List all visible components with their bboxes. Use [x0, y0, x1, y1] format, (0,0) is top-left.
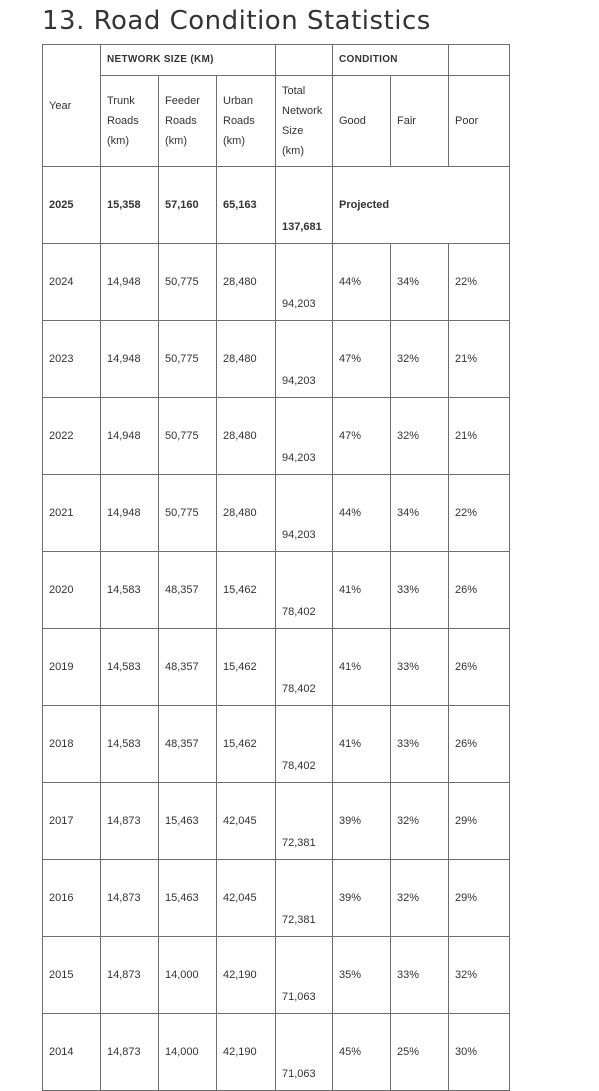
year-header: Year	[43, 45, 101, 167]
year-cell: 2020	[43, 552, 101, 629]
feeder-cell: 48,357	[159, 629, 217, 706]
total-cell: 94,203	[276, 244, 333, 321]
urban-cell: 15,462	[217, 552, 276, 629]
good-header: Good	[333, 76, 391, 167]
year-cell: 2016	[43, 860, 101, 937]
poor-cell: 22%	[449, 244, 510, 321]
total-cell: 71,063	[276, 937, 333, 1014]
total-cell: 94,203	[276, 475, 333, 552]
feeder-cell: 50,775	[159, 475, 217, 552]
total-cell: 72,381	[276, 783, 333, 860]
urban-cell: 28,480	[217, 321, 276, 398]
urban-cell: 42,190	[217, 1014, 276, 1091]
feeder-cell: 15,463	[159, 783, 217, 860]
trunk-cell: 14,873	[101, 1014, 159, 1091]
table-row	[43, 629, 510, 706]
year-cell: 2015	[43, 937, 101, 1014]
trunk-cell: 14,873	[101, 937, 159, 1014]
table-row	[43, 1014, 510, 1091]
good-cell: 41%	[333, 552, 391, 629]
trunk-cell: 14,583	[101, 706, 159, 783]
road-condition-table	[42, 44, 510, 1091]
good-cell: 44%	[333, 244, 391, 321]
urban-cell: 42,045	[217, 860, 276, 937]
feeder-cell: 14,000	[159, 1014, 217, 1091]
good-cell: 47%	[333, 321, 391, 398]
total-cell: 71,063	[276, 1014, 333, 1091]
year-cell: 2017	[43, 783, 101, 860]
poor-cell: 22%	[449, 475, 510, 552]
feeder-cell: 57,160	[159, 167, 217, 244]
total-cell: 78,402	[276, 552, 333, 629]
fair-cell: 34%	[391, 475, 449, 552]
poor-header: Poor	[449, 76, 510, 167]
table-row	[43, 167, 510, 244]
year-cell: 2018	[43, 706, 101, 783]
fair-header: Fair	[391, 76, 449, 167]
table-row	[43, 783, 510, 860]
total-cell: 137,681	[276, 167, 333, 244]
urban-cell: 42,045	[217, 783, 276, 860]
poor-cell: 26%	[449, 706, 510, 783]
fair-cell: 25%	[391, 1014, 449, 1091]
table-row	[43, 706, 510, 783]
trunk-cell: 15,358	[101, 167, 159, 244]
table-row	[43, 552, 510, 629]
year-cell: 2024	[43, 244, 101, 321]
total-cell: 78,402	[276, 706, 333, 783]
fair-cell: 33%	[391, 937, 449, 1014]
fair-cell: 32%	[391, 398, 449, 475]
poor-cell: 26%	[449, 629, 510, 706]
trunk-cell: 14,948	[101, 321, 159, 398]
urban-cell: 28,480	[217, 475, 276, 552]
year-cell: 2022	[43, 398, 101, 475]
urban-cell: 28,480	[217, 398, 276, 475]
urban-cell: 42,190	[217, 937, 276, 1014]
feeder-cell: 50,775	[159, 398, 217, 475]
blank-header-cell	[449, 45, 510, 76]
feeder-cell: 48,357	[159, 552, 217, 629]
good-cell: 35%	[333, 937, 391, 1014]
poor-cell: 29%	[449, 783, 510, 860]
trunk-cell: 14,948	[101, 398, 159, 475]
feeder-cell: 48,357	[159, 706, 217, 783]
total-cell: 94,203	[276, 398, 333, 475]
urban-cell: 28,480	[217, 244, 276, 321]
good-cell: 44%	[333, 475, 391, 552]
year-cell: 2023	[43, 321, 101, 398]
good-cell: 41%	[333, 629, 391, 706]
trunk-cell: 14,948	[101, 244, 159, 321]
trunk-cell: 14,583	[101, 552, 159, 629]
poor-cell: 30%	[449, 1014, 510, 1091]
table-row	[43, 398, 510, 475]
good-cell: 41%	[333, 706, 391, 783]
total-cell: 72,381	[276, 860, 333, 937]
header-row-columns	[43, 76, 510, 167]
table-row	[43, 244, 510, 321]
poor-cell: 29%	[449, 860, 510, 937]
trunk-cell: 14,583	[101, 629, 159, 706]
total-cell: 78,402	[276, 629, 333, 706]
feeder-cell: 15,463	[159, 860, 217, 937]
fair-cell: 32%	[391, 860, 449, 937]
blank-header-cell	[276, 45, 333, 76]
table-row	[43, 937, 510, 1014]
feeder-cell: 14,000	[159, 937, 217, 1014]
table-row	[43, 475, 510, 552]
good-cell: 39%	[333, 860, 391, 937]
page-title: 13. Road Condition Statistics	[42, 6, 431, 36]
header-row-groups	[43, 45, 510, 76]
year-cell: 2025	[43, 167, 101, 244]
year-cell: 2014	[43, 1014, 101, 1091]
good-cell: 45%	[333, 1014, 391, 1091]
projected-cell: Projected	[333, 167, 510, 244]
urban-roads-header: Urban Roads (km)	[217, 76, 276, 167]
year-cell: 2019	[43, 629, 101, 706]
urban-cell: 65,163	[217, 167, 276, 244]
fair-cell: 33%	[391, 552, 449, 629]
total-cell: 94,203	[276, 321, 333, 398]
network-size-group-header: NETWORK SIZE (KM)	[101, 45, 276, 76]
good-cell: 47%	[333, 398, 391, 475]
trunk-cell: 14,873	[101, 783, 159, 860]
fair-cell: 33%	[391, 629, 449, 706]
feeder-roads-header: Feeder Roads (km)	[159, 76, 217, 167]
year-cell: 2021	[43, 475, 101, 552]
fair-cell: 32%	[391, 321, 449, 398]
fair-cell: 33%	[391, 706, 449, 783]
poor-cell: 26%	[449, 552, 510, 629]
urban-cell: 15,462	[217, 629, 276, 706]
total-network-header: Total Network Size (km)	[276, 76, 333, 167]
good-cell: 39%	[333, 783, 391, 860]
table-row	[43, 860, 510, 937]
fair-cell: 34%	[391, 244, 449, 321]
fair-cell: 32%	[391, 783, 449, 860]
feeder-cell: 50,775	[159, 244, 217, 321]
poor-cell: 21%	[449, 321, 510, 398]
urban-cell: 15,462	[217, 706, 276, 783]
trunk-roads-header: Trunk Roads (km)	[101, 76, 159, 167]
poor-cell: 21%	[449, 398, 510, 475]
condition-group-header: CONDITION	[333, 45, 449, 76]
trunk-cell: 14,873	[101, 860, 159, 937]
poor-cell: 32%	[449, 937, 510, 1014]
trunk-cell: 14,948	[101, 475, 159, 552]
feeder-cell: 50,775	[159, 321, 217, 398]
table-row	[43, 321, 510, 398]
